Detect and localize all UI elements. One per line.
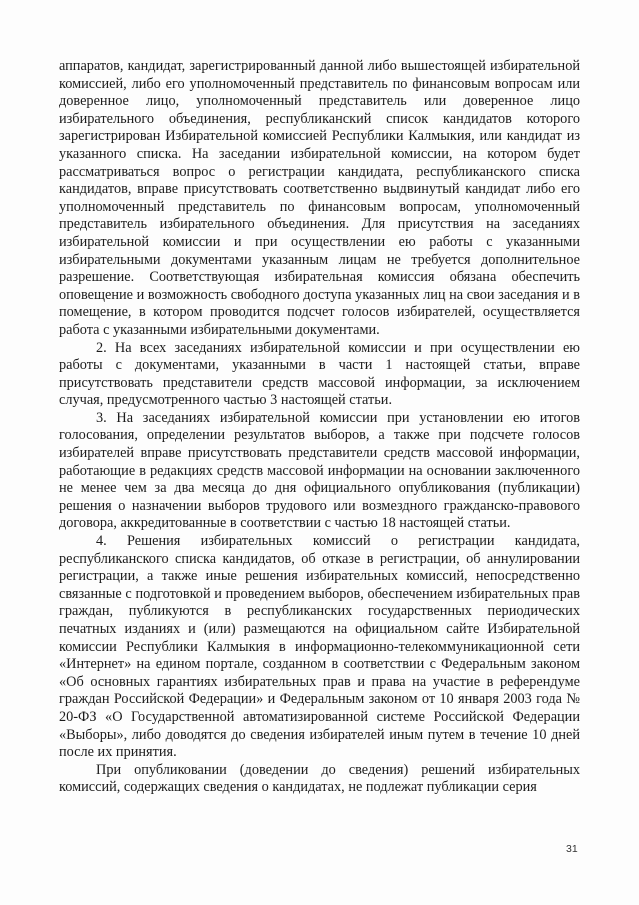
paragraph-4: 4. Решения избирательных комиссий о регистрации кандидата, республиканского списка кандидатов, об отказе в регистрации, об аннулировании регистрации, а также иные решения избирательных комиссий, непосредственно связанные с подготовкой и проведением выборов, обеспечением избирательных прав граждан, публикуются в республиканских государственных периодических печатных изданиях и (или) размещаются на официальном сайте Избирательной комиссии Республики Калмыкия в информационно-телекоммуникационной сети «Интернет» на едином портале, созданном в соответствии с Федеральным законом «Об основных гарантиях избирательных прав и права на участие в референдуме граждан Российской Федерации» и Федеральным законом от 10 января 2003 года № 20-ФЗ «О Государственной автоматизированной системе Российской Федерации «Выборы», либо доводятся до сведения избирателей иным путем в течение 10 дней после их принятия. (59, 533, 580, 761)
document-body (59, 58, 580, 797)
paragraph-2: 2. На всех заседаниях избирательной комиссии и при осуществлении ею работы с документами, указанными в части 1 настоящей статьи, вправе присутствовать представители средств массовой информации, за исключением случая, предусмотренного частью 3 настоящей статьи. (59, 339, 580, 409)
paragraph-3: 3. На заседаниях избирательной комиссии при установлении ею итогов голосования, определении результатов выборов, а также при подсчете голосов избирателей вправе присутствовать представители средств массовой информации, работающие в редакциях средств массовой информации на основании заключенного не менее чем за два месяца до дня официального опубликования (публикации) решения о назначении выборов трудового или возмездного гражданско-правового договора, аккредитованные в соответствии с частью 18 настоящей статьи. (59, 409, 580, 532)
paragraph-1-continuation: аппаратов, кандидат, зарегистрированный данной либо вышестоящей избирательной комиссией, либо его уполномоченный представитель по финансовым вопросам или доверенное лицо, уполномоченный представитель или доверенное лицо избирательного объединения, республиканский список кандидатов которого зарегистрирован Избирательной комиссией Республики Калмыкия, или кандидат из указанного списка. На заседании избирательной комиссии, на котором будет рассматриваться вопрос о регистрации кандидата, республиканского списка кандидатов, вправе присутствовать соответственно выдвинутый кандидат либо его уполномоченный представитель по финансовым вопросам, уполномоченный представитель избирательного объединения. Для присутствия на заседаниях избирательной комиссии и при осуществлении ею работы с указанными избирательными документами указанным лицам не требуется дополнительное разрешение. Соответствующая избирательная комиссия обязана обеспечить оповещение и возможность свободного доступа указанных лиц на свои заседания и в помещение, в котором проводится подсчет голосов избирателей, осуществляется работа с указанными избирательными документами. (59, 58, 580, 338)
page-number: 31 (566, 843, 578, 855)
paragraph-5: При опубликовании (доведении до сведения) решений избирательных комиссий, содержащих сведения о кандидатах, не подлежат публикации серия (59, 761, 580, 796)
